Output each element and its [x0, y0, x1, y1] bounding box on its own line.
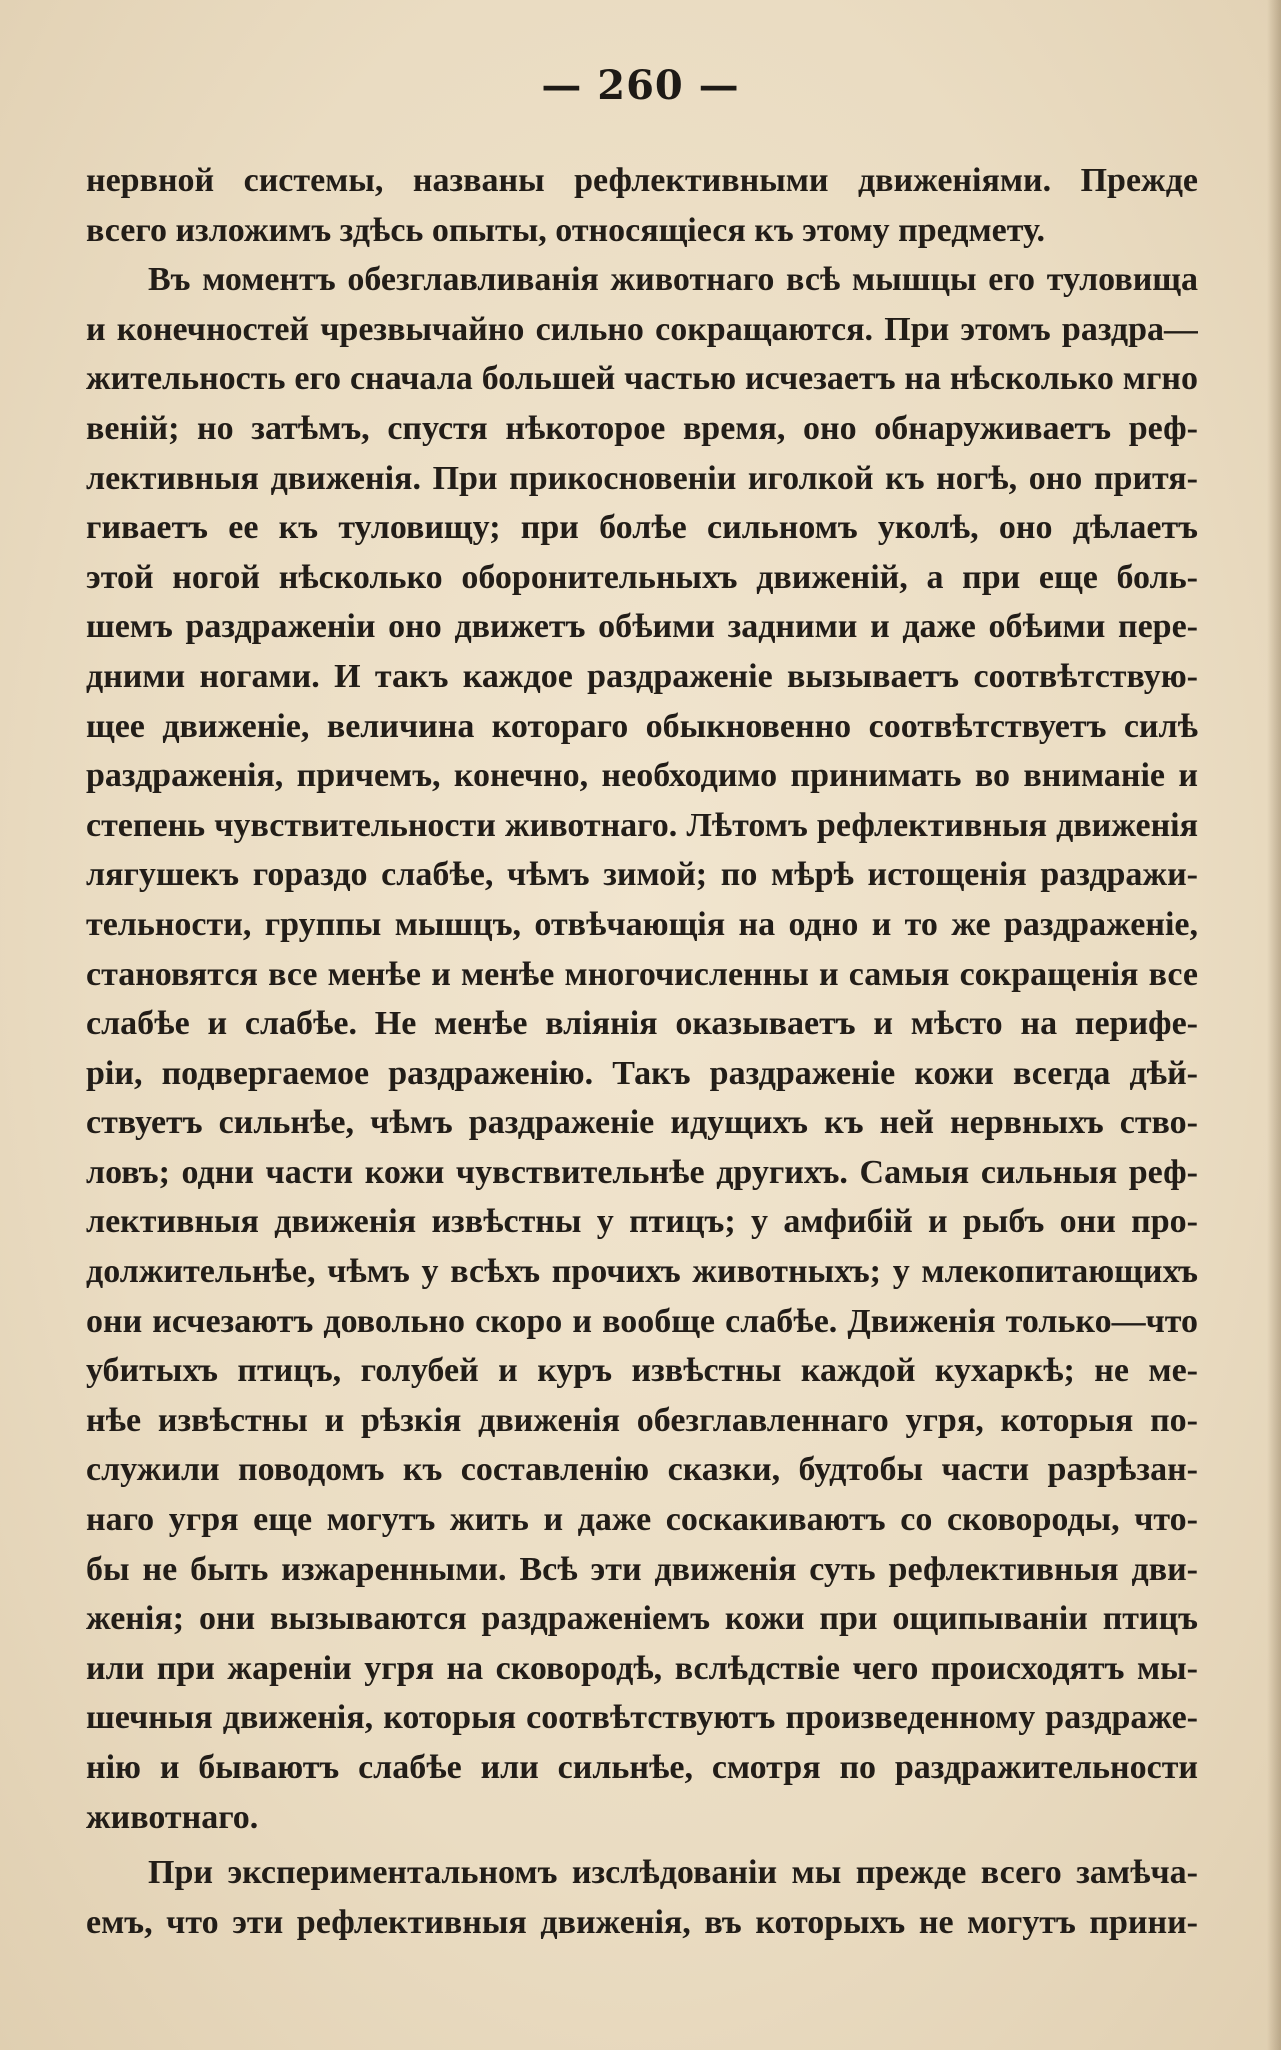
text-line: всего изложимъ здѣсь опыты, относящіеся къ этому предмету. — [86, 211, 1046, 249]
text-line: шемъ раздраженіи оно движетъ обѣими задними и даже обѣими пере- — [86, 608, 1198, 646]
paragraph — [86, 1848, 1198, 1947]
text-line: ріи, подвергаемое раздраженію. Такъ раздраженіе кожи всегда дѣй- — [86, 1054, 1198, 1092]
text-line: емъ, что эти рефлективныя движенія, въ которыхъ не могутъ прини- — [86, 1903, 1198, 1941]
text-line: ловъ; одни части кожи чувствительнѣе другихъ. Самыя сильныя реф- — [86, 1153, 1198, 1191]
text-line: они исчезаютъ довольно скоро и вообще слабѣе. Движенія только—что — [86, 1302, 1198, 1340]
text-line: шечныя движенія, которыя соотвѣтствуютъ произведенному раздраже- — [86, 1699, 1198, 1737]
text-line: гиваетъ ее къ туловищу; при болѣе сильномъ уколѣ, оно дѣлаетъ — [86, 509, 1198, 547]
text-line: щее движеніе, величина котораго обыкновенно соотвѣтствуетъ силѣ — [86, 707, 1198, 745]
text-line: убитыхъ птицъ, голубей и куръ извѣстны каждой кухаркѣ; не ме- — [86, 1352, 1198, 1390]
paragraph — [86, 156, 1198, 255]
text-line: животнаго. — [86, 1798, 259, 1836]
text-line: Въ моментъ обезглавливанія животнаго всѣ мышцы его туловища — [148, 261, 1198, 299]
text-line: бы не быть изжаренными. Всѣ эти движенія суть рефлективныя дви- — [86, 1550, 1198, 1588]
text-line: При экспериментальномъ изслѣдованіи мы прежде всего замѣча- — [148, 1854, 1198, 1892]
text-line: дними ногами. И такъ каждое раздраженіе вызываетъ соотвѣтствую- — [86, 657, 1198, 695]
text-line: нервной системы, названы рефлективными движеніями. Прежде — [86, 162, 1198, 199]
text-line: и конечностей чрезвычайно сильно сокращаются. При этомъ раздра— — [86, 310, 1198, 348]
page-edge-shadow — [1267, 0, 1281, 2050]
text-line: лягушекъ гораздо слабѣе, чѣмъ зимой; по мѣрѣ истощенія раздражи- — [86, 856, 1198, 894]
text-line: женія; они вызываются раздраженіемъ кожи при ощипываніи птицъ — [86, 1600, 1198, 1638]
text-line: или при жареніи угря на сковородѣ, вслѣдствіе чего происходятъ мы- — [86, 1649, 1198, 1687]
text-line: нію и бываютъ слабѣе или сильнѣе, смотря по раздражительности — [86, 1749, 1198, 1786]
text-line: тельности, группы мышцъ, отвѣчающія на одно и то же раздраженіе, — [86, 905, 1198, 943]
text-line: служили поводомъ къ составленію сказки, будтобы части разрѣзан- — [86, 1451, 1198, 1489]
text-line: степень чувствительности животнаго. Лѣтомъ рефлективныя движенія — [86, 806, 1198, 844]
text-line: становятся все менѣе и менѣе многочисленны и самыя сокращенія все — [86, 955, 1198, 993]
text-line: этой ногой нѣсколько оборонительныхъ движеній, а при еще боль- — [86, 558, 1198, 596]
text-line: лективныя движенія извѣстны у птицъ; у амфибій и рыбъ они про- — [86, 1203, 1198, 1241]
body-text — [86, 156, 1198, 1947]
text-line: наго угря еще могутъ жить и даже соскакиваютъ со сковороды, что- — [86, 1501, 1198, 1539]
text-line: нѣе извѣстны и рѣзкія движенія обезглавленнаго угря, которыя по- — [86, 1401, 1198, 1439]
text-line: жительность его сначала большей частью исчезаетъ на нѣсколько мгно — [86, 360, 1198, 398]
text-line: ствуетъ сильнѣе, чѣмъ раздраженіе идущихъ къ ней нервныхъ ство- — [86, 1104, 1198, 1142]
text-line: должительнѣе, чѣмъ у всѣхъ прочихъ животныхъ; у млекопитающихъ — [86, 1253, 1198, 1291]
page-number: — 260 — — [541, 62, 740, 109]
text-line: веній; но затѣмъ, спустя нѣкоторое время, оно обнаруживаетъ реф- — [86, 409, 1198, 447]
text-line: лективныя движенія. При прикосновеніи иголкой къ ногѣ, оно притя- — [86, 459, 1198, 497]
text-line: слабѣе и слабѣе. Не менѣе вліянія оказываетъ и мѣсто на перифе- — [86, 1005, 1198, 1043]
text-line: раздраженія, причемъ, конечно, необходимо принимать во вниманіе и — [86, 757, 1198, 795]
paragraph — [86, 255, 1198, 1842]
